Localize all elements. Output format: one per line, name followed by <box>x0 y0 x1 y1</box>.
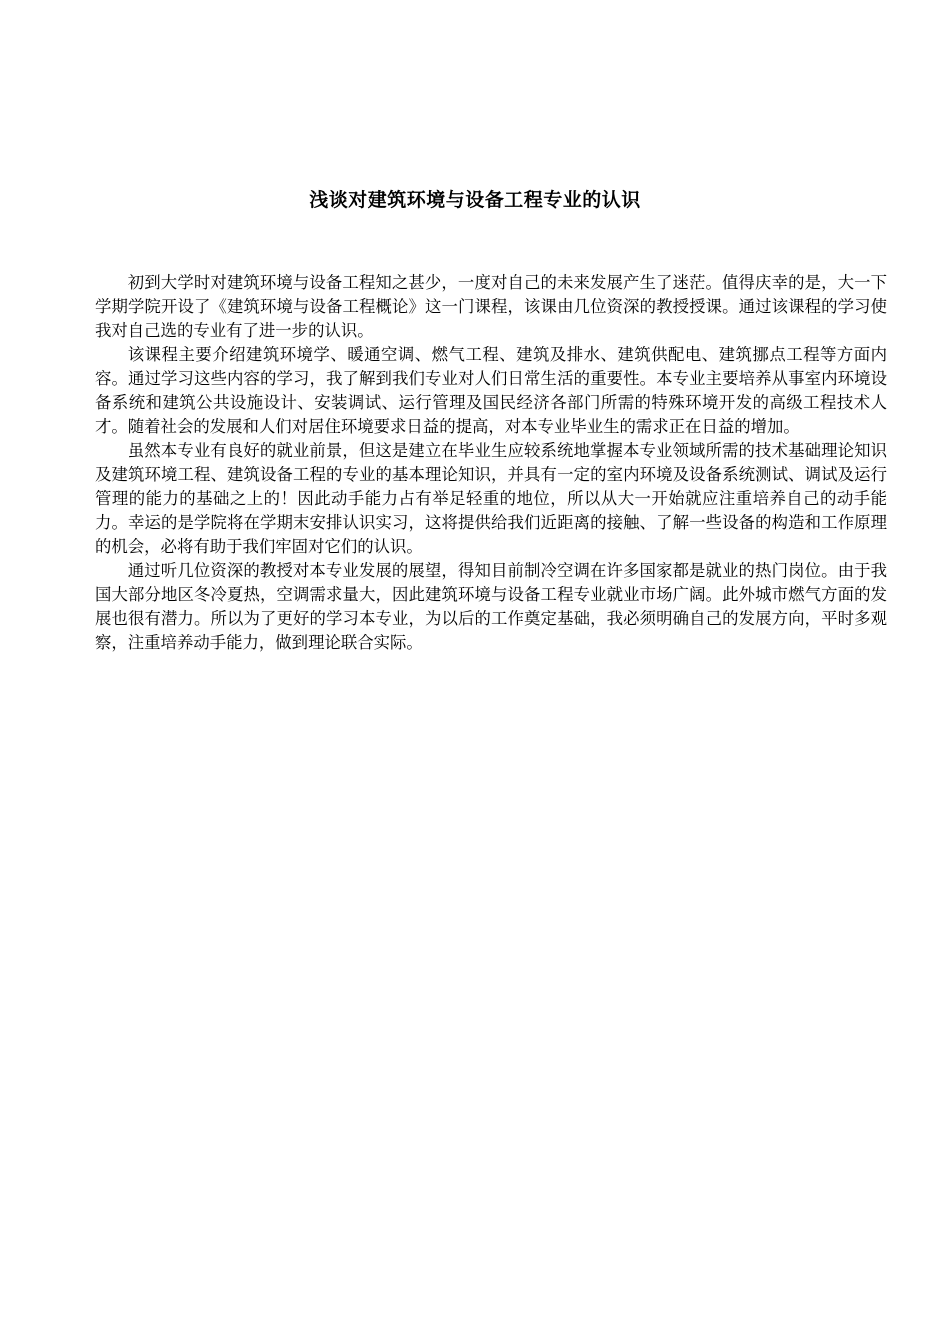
document-body <box>95 271 887 655</box>
paragraph-2: 该课程主要介绍建筑环境学、暖通空调、燃气工程、建筑及排水、建筑供配电、建筑挪点工程等方面内容。通过学习这些内容的学习，我了解到我们专业对人们日常生活的重要性。本专业主要培养从事室内环境设备系统和建筑公共设施设计、安装调试、运行管理及国民经济各部门所需的特殊环境开发的高级工程技术人才。随着社会的发展和人们对居住环境要求日益的提高，对本专业毕业生的需求正在日益的增加。 <box>95 345 887 436</box>
paragraph-4: 通过听几位资深的教授对本专业发展的展望，得知目前制冷空调在许多国家都是就业的热门岗位。由于我国大部分地区冬冷夏热，空调需求量大，因此建筑环境与设备工程专业就业市场广阔。此外城市燃气方面的发展也很有潜力。所以为了更好的学习本专业，为以后的工作奠定基础，我必须明确自己的发展方向，平时多观察，注重培养动手能力，做到理论联合实际。 <box>95 561 887 652</box>
document-title: 浅谈对建筑环境与设备工程专业的认识 <box>309 189 641 211</box>
paragraph-3: 虽然本专业有良好的就业前景，但这是建立在毕业生应较系统地掌握本专业领域所需的技术基础理论知识及建筑环境工程、建筑设备工程的专业的基本理论知识，并具有一定的室内环境及设备系统测试、调试及运行管理的能力的基础之上的！因此动手能力占有举足轻重的地位，所以从大一开始就应注重培养自己的动手能力。幸运的是学院将在学期末安排认识实习，这将提供给我们近距离的接触、了解一些设备的构造和工作原理的机会，必将有助于我们牢固对它们的认识。 <box>95 441 887 556</box>
paragraph-1: 初到大学时对建筑环境与设备工程知之甚少，一度对自己的未来发展产生了迷茫。值得庆幸的是，大一下学期学院开设了《建筑环境与设备工程概论》这一门课程，该课由几位资深的教授授课。通过该课程的学习使我对自己选的专业有了进一步的认识。 <box>95 273 887 340</box>
